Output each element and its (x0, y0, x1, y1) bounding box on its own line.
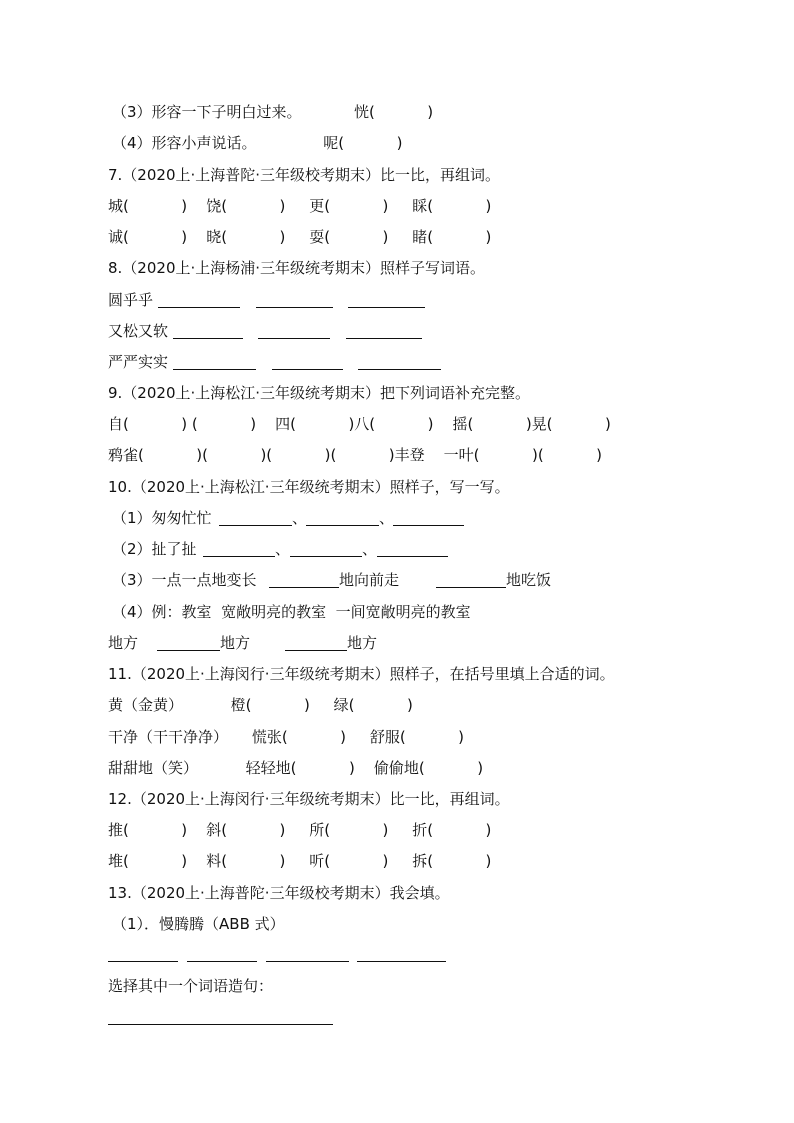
question-9-row-1: 自( ) ( ) 四( )八( ) 摇( )晃( ) (108, 415, 611, 433)
question-10-title: 10.（2020上·上海松江·三年级统考期末）照样子，写一写。 (108, 478, 510, 496)
item-6-4: （4）形容小声说话。 呢( ) (112, 134, 403, 152)
separator: 、 (362, 540, 378, 558)
question-10-item-4: （4）例：教室 宽敞明亮的教室 一间宽敞明亮的教室 (112, 603, 471, 621)
question-10-item-4-word-2: 地方 (220, 634, 251, 652)
answer-blank[interactable] (272, 368, 343, 370)
question-13-sentence-prompt: 选择其中一个词语造句： (108, 977, 274, 995)
separator: 、 (379, 509, 395, 527)
question-9-row-2: 鸦雀( )( )( )( )丰登 一叶( )( ) (108, 446, 602, 464)
question-7-row-2: 诚( ) 晓( ) 耍( ) 睹( ) (108, 228, 492, 246)
question-12-row-1: 推( ) 斜( ) 所( ) 折( ) (108, 821, 492, 839)
question-9-title: 9.（2020上·上海松江·三年级统考期末）把下列词语补充完整。 (108, 384, 531, 402)
question-12-title: 12.（2020上·上海闵行·三年级统考期末）比一比，再组词。 (108, 790, 510, 808)
question-13-title: 13.（2020上·上海普陀·三年级校考期末）我会填。 (108, 884, 450, 902)
question-12-row-2: 堆( ) 料( ) 听( ) 拆( ) (108, 852, 492, 870)
question-11-title: 11.（2020上·上海闵行·三年级统考期末）照样子，在括号里填上合适的词。 (108, 665, 615, 683)
question-8-example-2: 又松又软 (108, 322, 169, 340)
answer-blank[interactable] (358, 368, 441, 370)
answer-blank[interactable] (348, 306, 425, 308)
question-10-item-4-word-3: 地方 (347, 634, 378, 652)
answer-blank[interactable] (346, 337, 422, 339)
question-11-row-2: 干净（干干净净） 慌张( ) 舒服( ) (108, 728, 464, 746)
answer-blank[interactable] (357, 960, 446, 962)
answer-blank[interactable] (258, 337, 330, 339)
question-11-row-1: 黄（金黄） 橙( ) 绿( ) (108, 696, 413, 714)
answer-blank[interactable] (285, 649, 347, 651)
answer-blank[interactable] (203, 555, 275, 557)
answer-blank[interactable] (187, 960, 257, 962)
answer-blank[interactable] (290, 555, 362, 557)
question-10-item-4-word-1: 地方 (108, 634, 139, 652)
question-10-item-2: （2）扯了扯 (112, 540, 197, 558)
answer-blank[interactable] (269, 586, 339, 588)
answer-blank[interactable] (436, 586, 506, 588)
sentence-answer-line[interactable] (108, 1023, 333, 1025)
answer-blank[interactable] (173, 368, 256, 370)
question-10-item-1: （1）匆匆忙忙 (112, 509, 212, 527)
answer-blank[interactable] (377, 555, 448, 557)
answer-blank[interactable] (173, 337, 243, 339)
separator: 、 (292, 509, 308, 527)
answer-blank[interactable] (393, 524, 464, 526)
separator: 、 (275, 540, 291, 558)
answer-blank[interactable] (266, 960, 349, 962)
item-6-3: （3）形容一下子明白过来。 恍( ) (112, 103, 434, 121)
question-8-title: 8.（2020上·上海杨浦·三年级统考期末）照样子写词语。 (108, 259, 486, 277)
question-13-item-1: （1）．慢腾腾（ABB 式） (112, 915, 285, 933)
question-10-item-3-suffix-1: 地向前走 (339, 571, 400, 589)
answer-blank[interactable] (256, 306, 333, 308)
answer-blank[interactable] (108, 960, 178, 962)
answer-blank[interactable] (306, 524, 379, 526)
answer-blank[interactable] (158, 306, 240, 308)
question-11-row-3: 甜甜地（笑） 轻轻地( ) 偷偷地( ) (108, 759, 484, 777)
question-8-example-1: 圆乎乎 (108, 291, 154, 309)
answer-blank[interactable] (219, 524, 292, 526)
answer-blank[interactable] (157, 649, 220, 651)
question-10-item-3-suffix-2: 地吃饭 (506, 571, 552, 589)
question-7-row-1: 城( ) 饶( ) 更( ) 睬( ) (108, 197, 492, 215)
question-8-example-3: 严严实实 (108, 353, 169, 371)
question-10-item-3: （3）一点一点地变长 (112, 571, 257, 589)
question-7-title: 7.（2020上·上海普陀·三年级校考期末）比一比，再组词。 (108, 166, 501, 184)
